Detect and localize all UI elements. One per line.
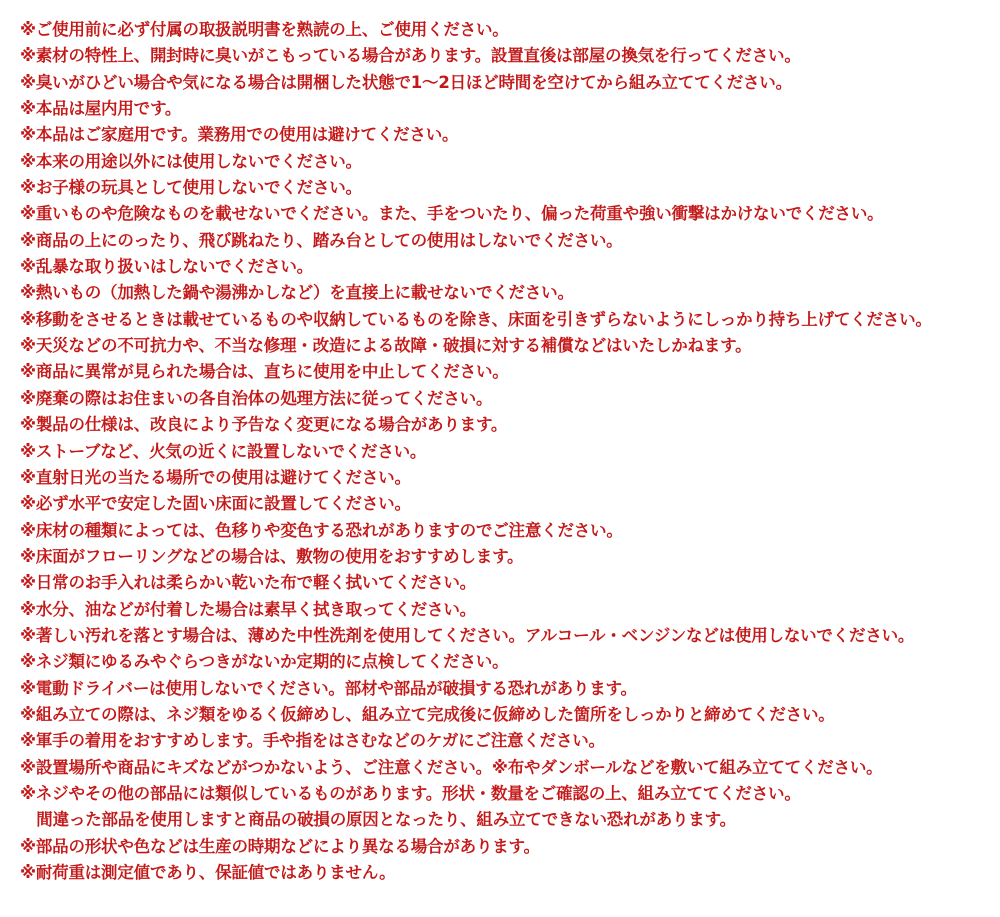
notice-line: ※日常のお手入れは柔らかい乾いた布で軽く拭いてください。 xyxy=(20,573,476,593)
notice-line: ※お子様の玩具として使用しないでください。 xyxy=(20,178,362,198)
notice-line: ※水分、油などが付着した場合は素早く拭き取ってください。 xyxy=(20,599,476,619)
notice-line: ※床材の種類によっては、色移りや変色する恐れがありますのでご注意ください。 xyxy=(20,520,623,540)
notice-line: ※製品の仕様は、改良により予告なく変更になる場合があります。 xyxy=(20,415,508,435)
notice-line: ※ご使用前に必ず付属の取扱説明書を熟読の上、ご使用ください。 xyxy=(20,20,509,39)
notice-line: ※部品の形状や色などは生産の時期などにより異なる場合があります。 xyxy=(20,836,540,856)
notice-line: ※廃棄の際はお住まいの各自治体の処理方法に従ってください。 xyxy=(20,388,493,408)
notice-line: ※床面がフローリングなどの場合は、敷物の使用をおすすめします。 xyxy=(20,546,524,566)
notice-line: ※耐荷重は測定値であり、保証値ではありません。 xyxy=(20,863,396,882)
notice-line: ※ネジやその他の部品には類似しているものがあります。形状・数量をご確認の上、組み立ててください。 xyxy=(20,783,801,803)
notice-line: ※商品に異常が見られた場合は、直ちに使用を中止してください。 xyxy=(20,362,509,382)
notice-line: ※設置場所や商品にキズなどがつかないよう、ご注意ください。※布やダンボールなどを敷いて組み立ててください。 xyxy=(20,757,883,777)
notice-line: ※天災などの不可抗力や、不当な修理・改造による故障・破損に対する補償などはいたしかねます。 xyxy=(20,336,752,356)
notice-line: ※重いものや危険なものを載せないでください。また、手をついたり、偏った荷重や強い衝撃はかけないでください。 xyxy=(20,204,884,224)
notice-line: ※著しい汚れを落とす場合は、薄めた中性洗剤を使用してください。アルコール・ベンジンなどは使用しないでください。 xyxy=(20,625,915,645)
notice-line: ※電動ドライバーは使用しないでください。部材や部品が破損する恐れがあります。 xyxy=(20,678,637,698)
notice-line: ※移動をさせるときは載せているものや収納しているものを除き、床面を引きずらないようにしっかり持ち上げてください。 xyxy=(20,309,932,329)
notice-line: ※本来の用途以外には使用しないでください。 xyxy=(20,151,362,171)
notice-list xyxy=(20,17,932,886)
notice-line: ※軍手の着用をおすすめします。手や指をはさむなどのケガにご注意ください。 xyxy=(20,731,605,751)
notice-line: ※商品の上にのったり、飛び跳ねたり、踏み台としての使用はしないでください。 xyxy=(20,230,623,250)
notice-line: ※直射日光の当たる場所での使用は避けてください。 xyxy=(20,467,411,487)
notice-line: ※臭いがひどい場合や気になる場合は開梱した状態で1～2日ほど時間を空けてから組み立ててください。 xyxy=(20,72,792,92)
notice-line: ※乱暴な取り扱いはしないでください。 xyxy=(20,257,313,277)
notice-line: ※組み立ての際は、ネジ類をゆるく仮締めし、組み立て完成後に仮締めした箇所をしっかりと締めてください。 xyxy=(20,704,835,724)
notice-line: ※本品は屋内用です。 xyxy=(20,99,182,119)
notice-line: ※ストーブなど、火気の近くに設置しないでください。 xyxy=(20,441,427,461)
notice-line: ※必ず水平で安定した固い床面に設置してください。 xyxy=(20,494,411,514)
notice-line: ※素材の特性上、開封時に臭いがこもっている場合があります。設置直後は部屋の換気を行ってください。 xyxy=(20,46,801,66)
notice-line: 間違った部品を使用しますと商品の破損の原因となったり、組み立てできない恐れがあります。 xyxy=(20,810,736,830)
notice-line: ※熱いもの（加熱した鍋や湯沸かしなど）を直接上に載せないでください。 xyxy=(20,283,574,303)
notice-line: ※本品はご家庭用です。業務用での使用は避けてください。 xyxy=(20,125,459,145)
notice-line: ※ネジ類にゆるみやぐらつきがないか定期的に点検してください。 xyxy=(20,652,509,672)
